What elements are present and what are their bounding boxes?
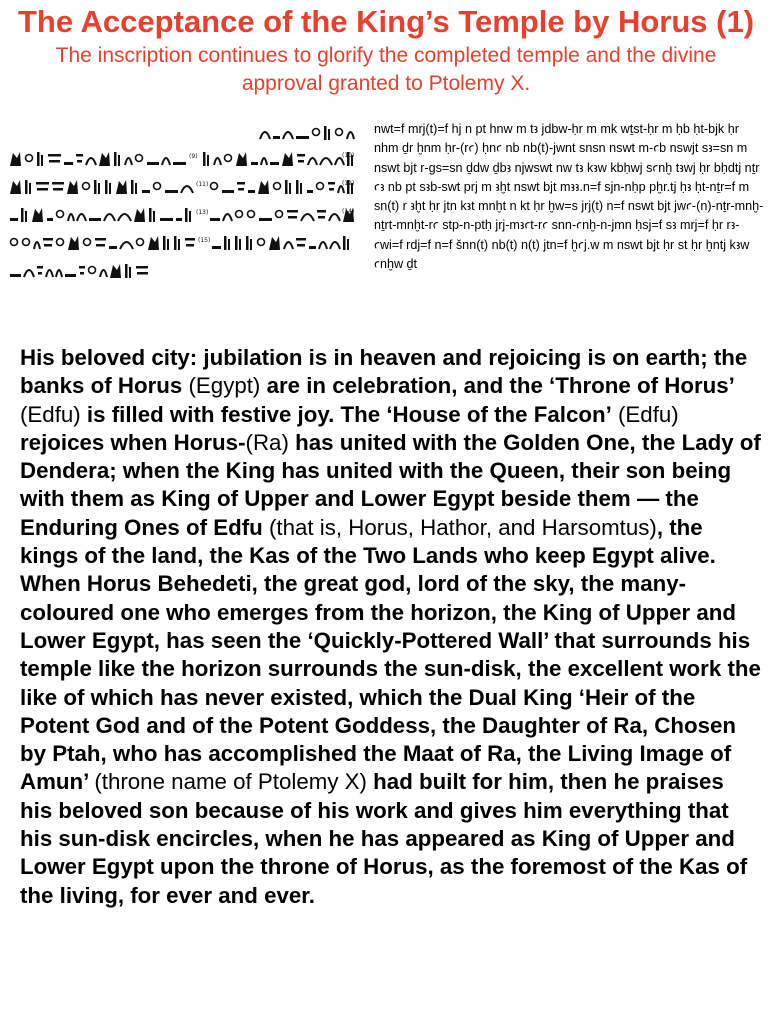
hieroglyph-glyph (317, 210, 326, 219)
hieroglyph-glyph (181, 186, 193, 193)
hieroglyph-glyph (37, 152, 43, 166)
hieroglyph-glyph (37, 266, 43, 275)
hieroglyph-glyph (296, 238, 306, 247)
line-marker: (10) (342, 152, 355, 159)
translation-gloss: (that is, Horus, Hathor, and Harsomtus) (268, 514, 657, 540)
hieroglyph-glyph (142, 190, 150, 193)
translation-gloss: (Edfu) (611, 401, 679, 427)
hieroglyph-glyph (222, 190, 234, 193)
hieroglyph-glyph (149, 208, 155, 222)
hieroglyph-glyph (114, 152, 120, 166)
hieroglyph-glyph (99, 152, 110, 166)
hieroglyph-glyph (11, 239, 18, 246)
hieroglyph-glyph (76, 154, 83, 163)
translation-segment: are in celebration, and the ‘Throne of Horus’ (266, 373, 735, 399)
hieroglyph-glyph (160, 218, 173, 221)
hieroglyph-row (8, 232, 356, 254)
hieroglyph-glyph (57, 239, 64, 246)
hieroglyph-glyph (347, 132, 354, 139)
hieroglyph-glyph (134, 208, 145, 222)
line-marker: (15) (198, 237, 211, 244)
hieroglyph-glyph (10, 218, 18, 221)
line-marker: (11) (196, 181, 209, 188)
page-subtitle: The inscription continues to glorify the completed temple and the divine approval granted to Ptolemy X. (55, 44, 717, 95)
hieroglyph-glyph (284, 242, 293, 249)
translation-gloss: (Edfu) (20, 401, 87, 427)
hieroglyph-glyph (313, 129, 320, 136)
hieroglyph-glyph (251, 162, 258, 165)
line-marker: (9) (189, 153, 198, 160)
hieroglyph-glyph (43, 238, 53, 247)
hieroglyph-glyph (10, 274, 21, 277)
hieroglyph-glyph (236, 211, 243, 218)
hieroglyph-glyph (25, 180, 31, 194)
hieroglyph-glyph (270, 162, 279, 165)
hieroglyph-sequence (258, 123, 356, 143)
hieroglyph-glyph (131, 180, 137, 194)
hieroglyph-glyph (64, 162, 73, 165)
hieroglyph-glyph (173, 162, 186, 165)
hieroglyph-glyph (223, 214, 232, 221)
hieroglyph-glyph (297, 154, 305, 163)
hieroglyph-glyph (329, 214, 340, 221)
hieroglyph-glyph (319, 242, 327, 249)
hieroglyph-glyph (48, 154, 61, 163)
hieroglyph-glyph (296, 136, 309, 139)
hieroglyph-glyph (32, 208, 43, 222)
hieroglyph-glyph (246, 236, 252, 250)
hieroglyph-row (8, 176, 356, 198)
hieroglyph-glyph (320, 158, 332, 165)
translation-segment: has united with the Golden One, the Lady of Dendera; when the King has united with the Queen, their son being with them as King of Upper and Lower Egypt beside them — the Enduring Ones of Edfu (20, 429, 761, 540)
hieroglyph-glyph (84, 239, 91, 246)
hieroglyph-glyph (105, 180, 111, 194)
hieroglyph-glyph (287, 210, 298, 219)
hieroglyph-glyph (248, 211, 255, 218)
hieroglyph-glyph (148, 236, 159, 250)
hieroglyph-glyph (56, 270, 62, 277)
hieroglyph-glyph (79, 266, 85, 275)
hieroglyph-glyph (328, 182, 335, 191)
hieroglyph-glyph (330, 242, 340, 249)
hieroglyph-glyph (68, 236, 79, 250)
hieroglyph-glyph (269, 236, 280, 250)
hieroglyph-glyph (273, 136, 280, 139)
translation-segment: , the kings of the land, the Kas of the Two Lands who keep Egypt alive. When Horus Behedeti, the great god, lord of the sky, the many-coloured one who emerges from the horizon, the King of Upper and Lower Egypt, has seen the ‘Quickly-Pottered Wall’ that surrounds his temple like the horizon surrounds the sun-disk, the excellent work the like of which has never existed, which the Dual King ‘Heir of the Potent God and of the Potent Goddess, the Daughter of Ra, Chosen by Ptah, who has accomplished the Maat of Ra, the Living Image of Amun’ (20, 514, 761, 795)
hieroglyph-glyph (163, 236, 169, 250)
hieroglyph-glyph (203, 152, 209, 166)
line-marker: (14) (342, 208, 355, 215)
transliteration-text: nwt=f mrj(t)=f hj n pt hnw m tꜣ jdbw-ḥr m mk wṯst-ḥr m ḥb ḥt-bjk ḥr nhm ḏr ḫnm ḥr-(rꜥ) ḥnꜥ nb nb(t)-jwnt snsn nswt m-ꜥb nswjt sꜣ=sn m nswt bjt r-gs=sn ḏdw ḏbꜣ njwswt nw tꜣ kꜣw kbḥwj sꜥnḫ tꜣwj ḥr bḥdtj nṯr ꜥꜣ nb pt sꜣb-swt prj m ꜣḫt nswt bjt mꜣꜣ.n=f sjn-nḥp pḫr.tj ḥꜣ ḥt-nṯr=f m sn(t) r ꜣḫt ḥr jtn kꜣt mnḫt n kt ḥr ḫw=s jrj(t) n=f nswt bjt jwꜥ-(n)-nṯr-mnḫ-nṯrt-mnḫt-rꜥ stp-n-ptḥ jrj-mꜣꜥt-rꜥ snn-ꜥnḫ-n-jmn ḥsj=f sꜣ mrj=f ḥr rꜣ-ꜥwi=f rdj=f n=f šnn(t) nb(t) n(t) jtn=f ḫꜥj.w m nswt bjt ḥr st ḥr ḫntj kꜣw ꜥnḫw ḏt (374, 122, 764, 272)
hieroglyph-glyph (285, 180, 291, 194)
hieroglyph-glyph (125, 158, 132, 165)
translation-gloss: (Ra) (245, 429, 296, 455)
hieroglyph-glyph (282, 152, 293, 166)
hieroglyph-glyph (248, 190, 255, 193)
hieroglyph-glyph (52, 182, 64, 191)
hieroglyph-glyph (185, 238, 195, 247)
hieroglyph-glyph (324, 126, 330, 140)
hieroglyph-row (258, 122, 356, 144)
hieroglyph-glyph (307, 190, 313, 193)
hieroglyph-glyph (57, 211, 64, 218)
hieroglyph-glyph (77, 214, 86, 221)
hieroglyph-glyph (317, 183, 324, 190)
hieroglyph-glyph (343, 236, 349, 250)
hieroglyph-glyph (46, 270, 53, 277)
hieroglyph-glyph (165, 190, 178, 193)
hieroglyph-glyph (258, 180, 269, 194)
hieroglyph-glyph (104, 214, 115, 221)
line-marker: (12) (342, 180, 355, 187)
hieroglyph-glyph (21, 208, 27, 222)
hieroglyph-glyph (296, 180, 302, 194)
hieroglyph-glyph (309, 246, 316, 249)
hieroglyphic-inscription (8, 118, 360, 302)
hieroglyph-glyph (225, 155, 232, 162)
hieroglyph-glyph (10, 152, 21, 166)
hieroglyph-glyph (211, 183, 218, 190)
translation-paragraph (20, 344, 762, 910)
hieroglyph-glyph (185, 208, 191, 222)
hieroglyph-glyph (95, 238, 106, 247)
hieroglyph-glyph (235, 236, 241, 250)
hieroglyph-glyph (274, 183, 281, 190)
hieroglyph-glyph (116, 180, 127, 194)
hieroglyph-glyph (335, 158, 344, 165)
hieroglyph-glyph (136, 266, 148, 275)
hieroglyph-glyph (174, 236, 180, 250)
hieroglyph-glyph (67, 180, 78, 194)
hieroglyph-row (8, 204, 356, 226)
hieroglyph-glyph (261, 158, 267, 165)
translation-segment: had built for him, then he praises his beloved son because of his work and gives him everything that his sun-disk encircles, when he has appeared as King of Upper and Lower Egypt upon the throne of Horus, as the foremost of the Kas of the living, for ever and ever. (20, 769, 748, 908)
hieroglyph-glyph (36, 182, 49, 191)
hieroglyph-glyph (214, 158, 221, 165)
page-title: The Acceptance of the King’s Temple by Horus (1) (17, 4, 755, 39)
hieroglyph-glyph (10, 180, 21, 194)
hieroglyph-row (8, 260, 148, 282)
hieroglyph-glyph (236, 152, 247, 166)
hieroglyph-sequence (8, 261, 148, 281)
hieroglyph-glyph (176, 218, 182, 221)
hieroglyph-sequence (8, 233, 356, 253)
hieroglyph-glyph (100, 270, 107, 277)
hieroglyph-sequence (8, 149, 356, 169)
hieroglyph-glyph (276, 211, 283, 218)
hieroglyph-glyph (26, 155, 33, 162)
hieroglyph-glyph (147, 162, 159, 165)
hieroglyph-glyph (110, 264, 121, 278)
hieroglyph-glyph (34, 242, 40, 249)
hieroglyph-glyph (65, 274, 76, 277)
hieroglyph-glyph (301, 214, 314, 221)
line-marker: (13) (196, 209, 209, 216)
hieroglyph-glyph (68, 214, 74, 221)
hieroglyph-glyph (89, 218, 101, 221)
translation-segment: is filled with festive joy. The ‘House of the Falcon’ (86, 401, 612, 427)
hieroglyph-glyph (89, 267, 96, 274)
hieroglyph-glyph (210, 218, 220, 221)
hieroglyph-glyph (162, 158, 170, 165)
hieroglyph-sequence (8, 205, 356, 225)
hieroglyph-glyph (237, 182, 245, 191)
hieroglyph-row (8, 148, 356, 170)
hieroglyph-glyph (283, 132, 293, 139)
hieroglyph-glyph (259, 218, 272, 221)
hieroglyph-glyph (120, 242, 133, 249)
hieroglyph-glyph (336, 129, 343, 136)
hieroglyph-glyph (94, 180, 100, 194)
translation-gloss: (Egypt) (182, 373, 267, 399)
hieroglyph-glyph (137, 239, 144, 246)
hieroglyph-glyph (136, 155, 143, 162)
hieroglyph-glyph (125, 264, 131, 278)
hieroglyph-glyph (258, 239, 265, 246)
translation-gloss: (throne name of Ptolemy X) (94, 769, 374, 795)
hieroglyph-glyph (109, 246, 117, 249)
hieroglyph-glyph (224, 236, 230, 250)
hieroglyph-glyph (47, 218, 53, 221)
hieroglyph-glyph (24, 270, 34, 277)
hieroglyph-glyph (338, 186, 344, 193)
hieroglyph-glyph (83, 183, 90, 190)
translation-segment: rejoices when Horus- (20, 429, 246, 455)
hieroglyph-glyph (154, 183, 161, 190)
hieroglyph-glyph (308, 158, 317, 165)
translation-segment: His beloved city: jubilation is in heaven and rejoicing is on earth; the banks of Horus (20, 345, 748, 399)
hieroglyph-glyph (23, 239, 30, 246)
hieroglyph-glyph (260, 132, 270, 139)
hieroglyph-glyph (212, 246, 221, 249)
hieroglyph-glyph (118, 214, 131, 221)
hieroglyph-sequence (8, 177, 356, 197)
hieroglyph-glyph (86, 158, 96, 165)
